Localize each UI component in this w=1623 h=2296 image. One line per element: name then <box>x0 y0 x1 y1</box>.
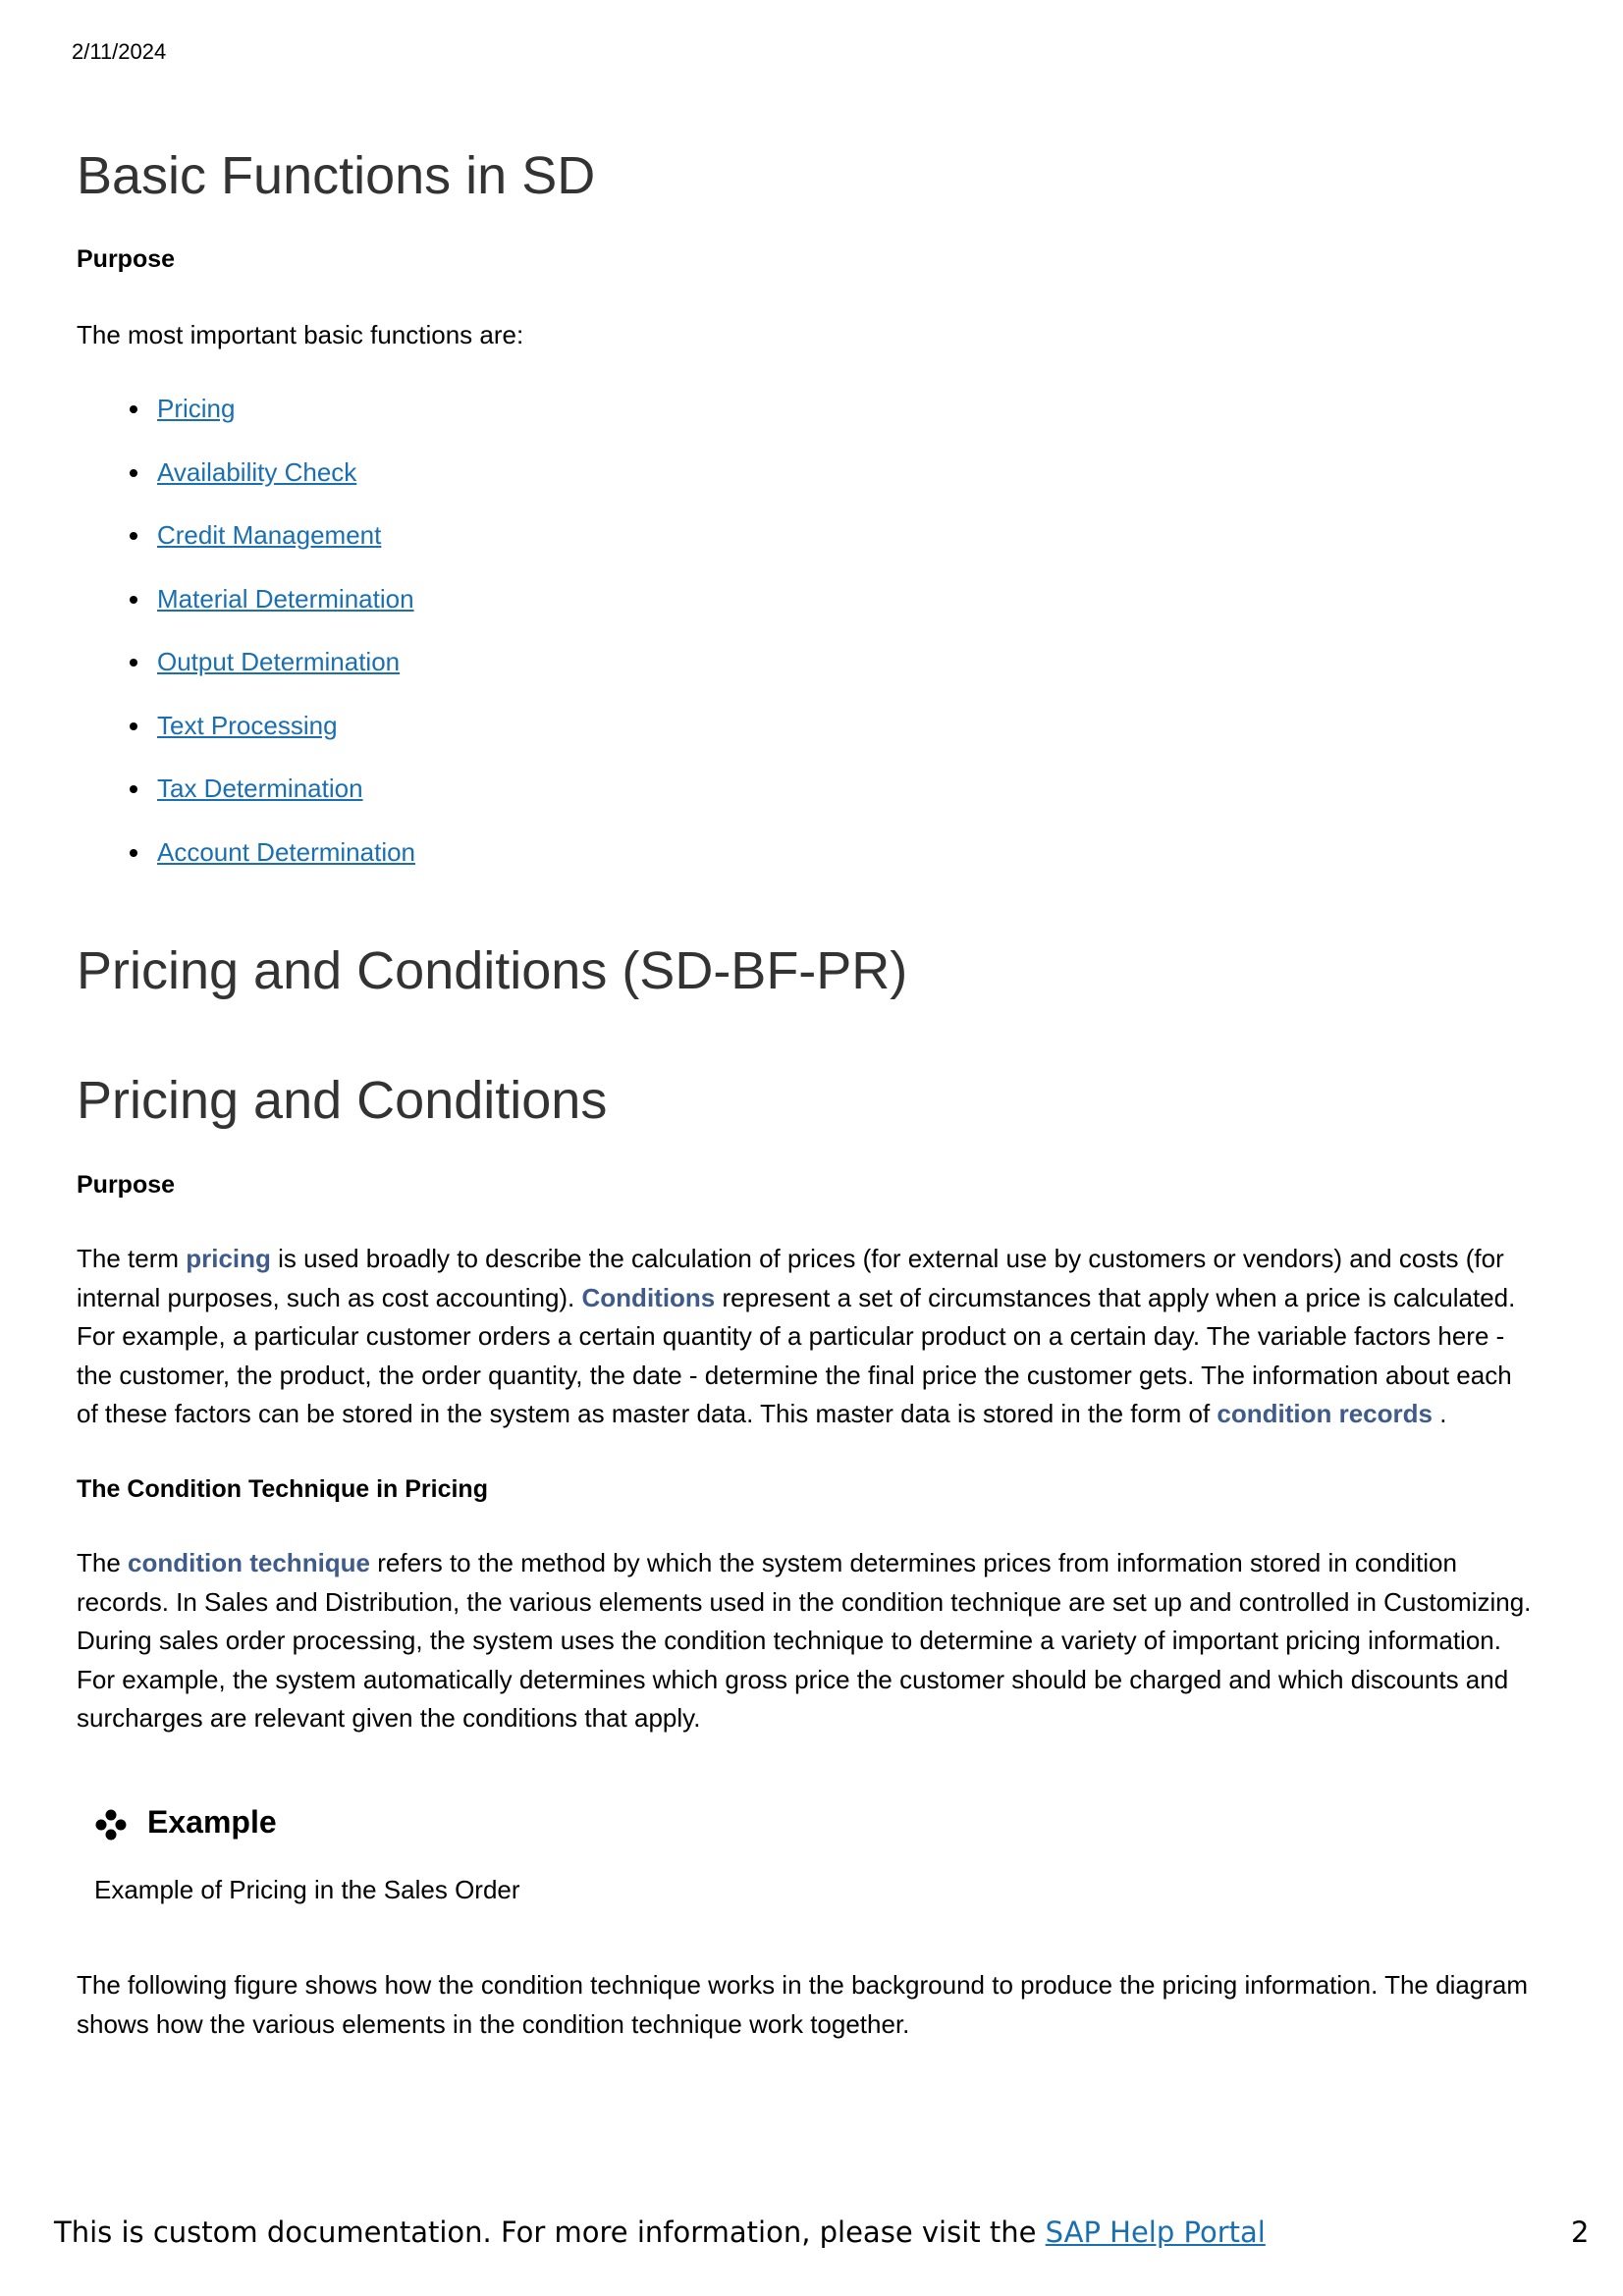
purpose-label: Purpose <box>77 245 176 273</box>
link-credit-management[interactable]: Credit Management <box>157 520 382 550</box>
term-conditions: Conditions <box>581 1282 716 1312</box>
example-text: Example of Pricing in the Sales Order <box>94 1875 520 1904</box>
example-title: Example <box>147 1804 277 1840</box>
page-number: 2 <box>1571 2216 1590 2249</box>
link-text-processing[interactable]: Text Processing <box>157 710 338 740</box>
list-item <box>77 454 415 518</box>
example-icon <box>94 1808 128 1842</box>
term-condition-records: condition records <box>1217 1399 1433 1428</box>
term-condition-technique: condition technique <box>128 1548 371 1577</box>
pricing-paragraph: The term pricing is used broadly to describe the calculation of prices (for external use by customers or vendors) and costs (for internal purposes, such as cost accounting). Conditions represent a set of circumstances that apply when a price is calculated. For example, a particular customer orders a certain quantity of a particular product on a certain day. The variable factors here - the customer, the product, the order quantity, the date - determine the final price the customer gets. The information about each of these factors can be stored in the system as master data. This master data is stored in the form of condition records . <box>77 1244 1516 1428</box>
condition-technique-heading: The Condition Technique in Pricing <box>77 1475 488 1503</box>
sap-help-portal-link[interactable]: SAP Help Portal <box>1045 2216 1266 2249</box>
footer-note: This is custom documentation. For more information, please visit the SAP Help Portal <box>54 2216 1266 2249</box>
list-item <box>77 644 415 708</box>
link-material-determination[interactable]: Material Determination <box>157 583 414 614</box>
print-date: 2/11/2024 <box>72 39 167 64</box>
term-pricing: pricing <box>186 1244 271 1273</box>
list-item <box>77 834 415 898</box>
list-item <box>77 581 415 645</box>
condition-technique-paragraph: The condition technique refers to the method by which the system determines prices from information stored in condition records. In Sales and Distribution, the various elements used in the condition technique are set up and controlled in Customizing. During sales order processing, the system uses the condition technique to determine a variety of important pricing information. For example, the system automatically determines which gross price the customer should be charged and which discounts and surcharges are relevant given the conditions that apply. <box>77 1548 1532 1733</box>
list-item <box>77 708 415 772</box>
purpose-label-2: Purpose <box>77 1171 176 1199</box>
page-title: Basic Functions in SD <box>77 146 596 205</box>
link-account-determination[interactable]: Account Determination <box>157 836 416 867</box>
link-tax-determination[interactable]: Tax Determination <box>157 774 363 803</box>
list-item <box>77 517 415 581</box>
list-item <box>77 771 415 834</box>
section-title-sd-bf-pr: Pricing and Conditions (SD-BF-PR) <box>77 941 908 1000</box>
section-title-pricing-conditions: Pricing and Conditions <box>77 1071 608 1130</box>
link-pricing[interactable]: Pricing <box>157 394 236 423</box>
link-output-determination[interactable]: Output Determination <box>157 647 401 676</box>
link-availability-check[interactable]: Availability Check <box>157 456 357 487</box>
basic-functions-list <box>77 391 415 897</box>
figure-description: The following figure shows how the condition technique works in the background to produce the pricing information. The diagram shows how the various elements in the condition technique work together. <box>77 1970 1529 2039</box>
list-item <box>77 391 415 454</box>
intro-text: The most important basic functions are: <box>77 320 524 349</box>
